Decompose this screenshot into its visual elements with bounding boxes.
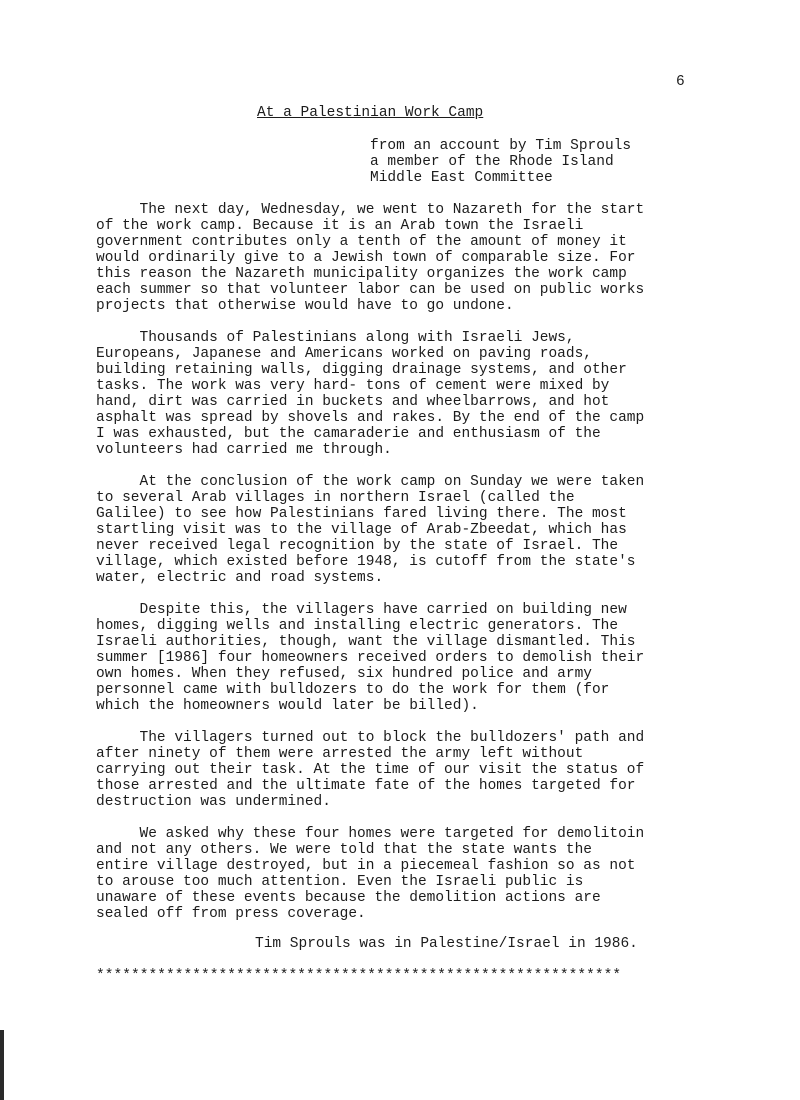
- byline-line: a member of the Rhode Island: [370, 154, 614, 170]
- text-line: unaware of these events because the demolition actions are: [96, 890, 601, 906]
- text-line: Thousands of Palestinians along with Israeli Jews,: [96, 330, 575, 346]
- byline-line: Middle East Committee: [370, 170, 553, 186]
- text-line: Despite this, the villagers have carried on building new: [96, 602, 627, 618]
- text-line: own homes. When they refused, six hundred police and army: [96, 666, 592, 682]
- text-line: would ordinarily give to a Jewish town of comparable size. For: [96, 250, 636, 266]
- author-note: Tim Sprouls was in Palestine/Israel in 1986.: [255, 936, 638, 952]
- text-line: Europeans, Japanese and Americans worked on paving roads,: [96, 346, 592, 362]
- byline-line: from an account by Tim Sprouls: [370, 138, 632, 154]
- text-line: The villagers turned out to block the bulldozers' path and: [96, 730, 645, 746]
- text-line: entire village destroyed, but in a piecemeal fashion so as not: [96, 858, 636, 874]
- text-line: those arrested and the ultimate fate of the homes targeted for: [96, 778, 636, 794]
- text-line: Israeli authorities, though, want the village dismantled. This: [96, 634, 636, 650]
- text-line: building retaining walls, digging drainage systems, and other: [96, 362, 627, 378]
- text-line: At the conclusion of the work camp on Sunday we were taken: [96, 474, 645, 490]
- paragraph: [96, 730, 706, 810]
- paragraph: [96, 202, 706, 314]
- text-line: summer [1986] four homeowners received orders to demolish their: [96, 650, 645, 666]
- text-line: The next day, Wednesday, we went to Nazareth for the start: [96, 202, 645, 218]
- text-line: of the work camp. Because it is an Arab town the Israeli: [96, 218, 584, 234]
- article-body: [96, 202, 706, 938]
- text-line: projects that otherwise would have to go undone.: [96, 298, 514, 314]
- text-line: asphalt was spread by shovels and rakes. By the end of the camp: [96, 410, 645, 426]
- text-line: I was exhausted, but the camaraderie and enthusiasm of the: [96, 426, 601, 442]
- text-line: homes, digging wells and installing electric generators. The: [96, 618, 619, 634]
- paragraph: [96, 602, 706, 714]
- text-line: and not any others. We were told that the state wants the: [96, 842, 592, 858]
- text-line: personnel came with bulldozers to do the work for them (for: [96, 682, 610, 698]
- text-line: to arouse too much attention. Even the Israeli public is: [96, 874, 584, 890]
- text-line: startling visit was to the village of Arab-Zbeedat, which has: [96, 522, 627, 538]
- paragraph: [96, 474, 706, 586]
- text-line: carrying out their task. At the time of our visit the status of: [96, 762, 645, 778]
- page-number: 6: [676, 74, 685, 90]
- text-line: village, which existed before 1948, is cutoff from the state's: [96, 554, 636, 570]
- text-line: volunteers had carried me through.: [96, 442, 392, 458]
- text-line: each summer so that volunteer labor can be used on public works: [96, 282, 645, 298]
- text-line: destruction was undermined.: [96, 794, 331, 810]
- text-line: Galilee) to see how Palestinians fared living there. The most: [96, 506, 627, 522]
- text-line: to several Arab villages in northern Israel (called the: [96, 490, 575, 506]
- text-line: We asked why these four homes were targeted for demolitoin: [96, 826, 645, 842]
- text-line: tasks. The work was very hard- tons of cement were mixed by: [96, 378, 610, 394]
- text-line: hand, dirt was carried in buckets and wheelbarrows, and hot: [96, 394, 610, 410]
- text-line: water, electric and road systems.: [96, 570, 384, 586]
- scan-edge-mark: [0, 1030, 4, 1100]
- byline: [370, 138, 631, 186]
- paragraph: [96, 826, 706, 922]
- text-line: which the homeowners would later be billed).: [96, 698, 479, 714]
- text-line: this reason the Nazareth municipality organizes the work camp: [96, 266, 627, 282]
- text-line: sealed off from press coverage.: [96, 906, 366, 922]
- text-line: after ninety of them were arrested the army left without: [96, 746, 584, 762]
- text-line: government contributes only a tenth of the amount of money it: [96, 234, 627, 250]
- text-line: never received legal recognition by the state of Israel. The: [96, 538, 619, 554]
- paragraph: [96, 330, 706, 458]
- article-title: At a Palestinian Work Camp: [257, 105, 484, 121]
- separator-line: ************************************************************: [96, 968, 622, 984]
